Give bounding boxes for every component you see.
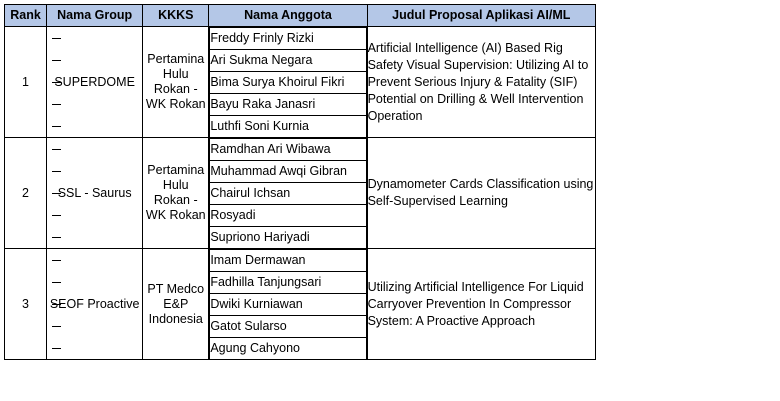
table-body bbox=[5, 27, 596, 360]
member-name: Luthfi Soni Kurnia bbox=[210, 116, 366, 138]
column-header-rank: Rank bbox=[5, 5, 47, 27]
member-name: Gatot Sularso bbox=[210, 316, 366, 338]
column-header-nama-group: Nama Group bbox=[47, 5, 143, 27]
member-row bbox=[210, 116, 366, 138]
group-name-cell bbox=[47, 138, 143, 249]
member-name: Freddy Frinly Rizki bbox=[210, 28, 366, 50]
rank-value: 2 bbox=[5, 138, 47, 249]
member-row bbox=[210, 161, 366, 183]
group-name-cell bbox=[47, 27, 143, 138]
member-row bbox=[210, 205, 366, 227]
rank-value: 3 bbox=[5, 249, 47, 360]
column-header-kkks: KKKS bbox=[143, 5, 209, 27]
member-row bbox=[210, 139, 366, 161]
group-name-value: SSL - Saurus bbox=[57, 185, 132, 200]
member-name: Muhammad Awqi Gibran bbox=[210, 161, 366, 183]
member-row bbox=[210, 338, 366, 360]
table-row bbox=[5, 138, 596, 249]
rank-value: 1 bbox=[5, 27, 47, 138]
column-header-judul-proposal: Judul Proposal Aplikasi AI/ML bbox=[367, 5, 595, 27]
ranking-table-container bbox=[4, 4, 596, 360]
members-cell bbox=[209, 249, 367, 360]
member-row bbox=[210, 272, 366, 294]
kkks-value: PT Medco E&P Indonesia bbox=[143, 249, 209, 360]
kkks-value: Pertamina Hulu Rokan - WK Rokan bbox=[143, 27, 209, 138]
proposal-title-value: Utilizing Artificial Intelligence For Liquid Carryover Prevention In Compressor System: A Proactive Approach bbox=[367, 249, 595, 360]
group-name-value: SUPERDOME bbox=[54, 74, 135, 89]
member-name: Bima Surya Khoirul Fikri bbox=[210, 72, 366, 94]
member-name: Imam Dermawan bbox=[210, 250, 366, 272]
kkks-value: Pertamina Hulu Rokan - WK Rokan bbox=[143, 138, 209, 249]
table-row bbox=[5, 27, 596, 138]
member-name: Agung Cahyono bbox=[210, 338, 366, 360]
member-name: Chairul Ichsan bbox=[210, 183, 366, 205]
member-name: Supriono Hariyadi bbox=[210, 227, 366, 249]
member-row bbox=[210, 28, 366, 50]
group-name-cell bbox=[47, 249, 143, 360]
column-header-nama-anggota: Nama Anggota bbox=[209, 5, 367, 27]
ranking-table bbox=[4, 4, 596, 360]
member-name: Dwiki Kurniawan bbox=[210, 294, 366, 316]
member-row bbox=[210, 94, 366, 116]
proposal-title-value: Artificial Intelligence (AI) Based Rig Safety Visual Supervision: Utilizing AI to Prevent Serious Injury & Fatality (SIF) Potential on Drilling & Well Intervention Operation bbox=[367, 27, 595, 138]
member-row bbox=[210, 72, 366, 94]
table-header bbox=[5, 5, 596, 27]
header-row bbox=[5, 5, 596, 27]
member-row bbox=[210, 227, 366, 249]
table-row bbox=[5, 249, 596, 360]
member-row bbox=[210, 50, 366, 72]
member-name: Bayu Raka Janasri bbox=[210, 94, 366, 116]
member-row bbox=[210, 294, 366, 316]
member-name: Rosyadi bbox=[210, 205, 366, 227]
member-row bbox=[210, 183, 366, 205]
member-row bbox=[210, 316, 366, 338]
members-cell bbox=[209, 138, 367, 249]
member-name: Fadhilla Tanjungsari bbox=[210, 272, 366, 294]
proposal-title-value: Dynamometer Cards Classification using Self-Supervised Learning bbox=[367, 138, 595, 249]
member-name: Ramdhan Ari Wibawa bbox=[210, 139, 366, 161]
group-name-value: SEOF Proactive bbox=[49, 296, 140, 311]
members-cell bbox=[209, 27, 367, 138]
member-name: Ari Sukma Negara bbox=[210, 50, 366, 72]
member-row bbox=[210, 250, 366, 272]
